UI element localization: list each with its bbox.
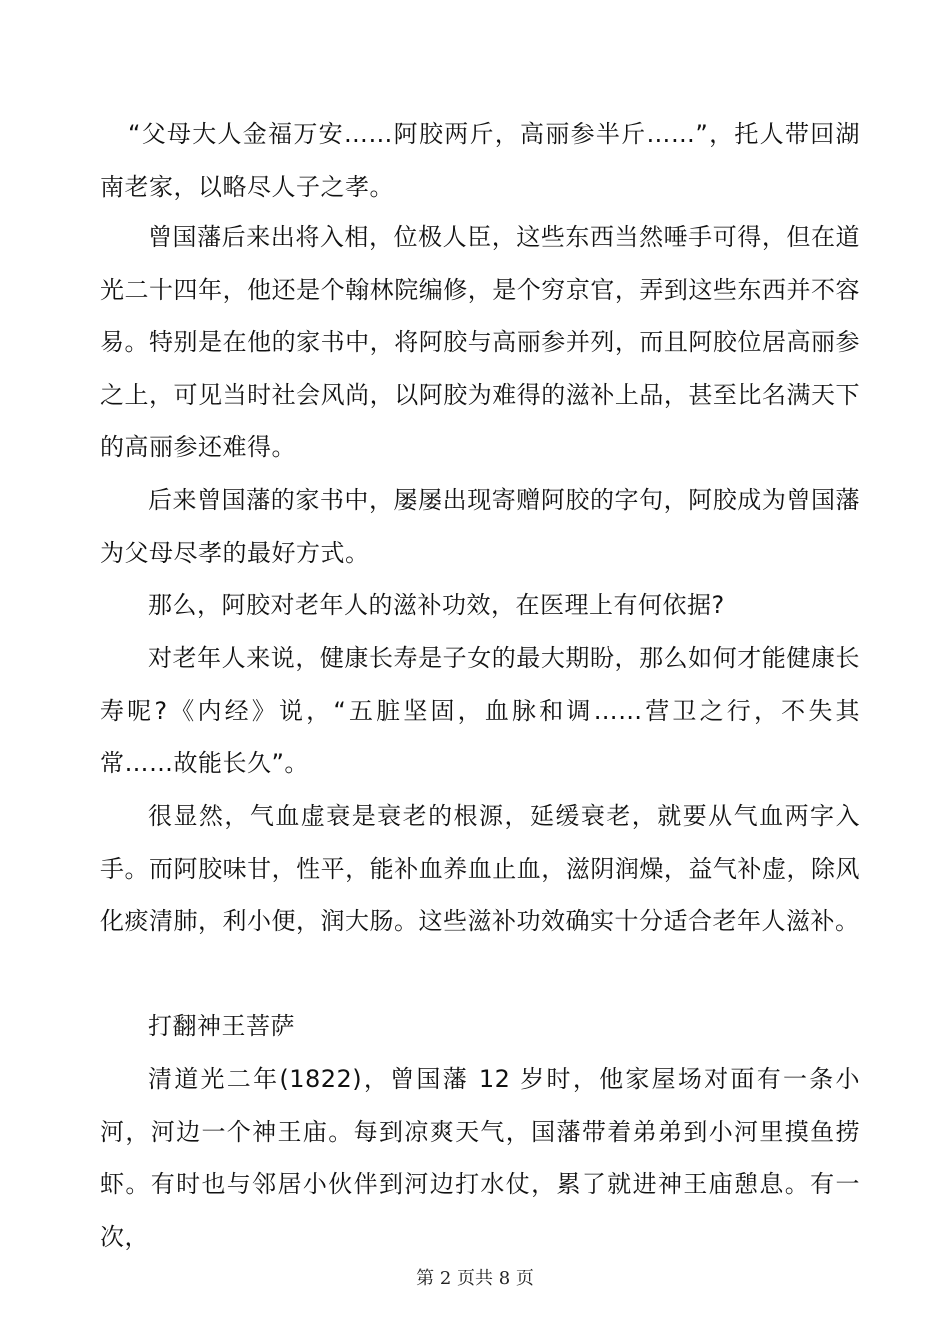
paragraph-2: 曾国藩后来出将入相，位极人臣，这些东西当然唾手可得，但在道光二十四年，他还是个翰林院编修，是个穷京官，弄到这些东西并不容易。特别是在他的家书中，将阿胶与高丽参并列，而且阿胶位居高丽参之上，可见当时社会风尚，以阿胶为难得的滋补上品，甚至比名满天下的高丽参还难得。 xyxy=(100,223,860,461)
paragraph-5: 对老年人来说，健康长寿是子女的最大期盼，那么如何才能健康长寿呢?《内经》说，“五脏坚固，血脉和调……营卫之行，不失其常……故能长久”。 xyxy=(100,644,860,777)
section-heading: 打翻神王菩萨 xyxy=(148,1012,295,1040)
paragraph-4: 那么，阿胶对老年人的滋补功效，在医理上有何依据? xyxy=(148,591,725,619)
paragraph-6: 很显然，气血虚衰是衰老的根源，延缓衰老，就要从气血两字入手。而阿胶味甘，性平，能补血养血止血，滋阴润燥，益气补虚，除风化痰清肺，利小便，润大肠。这些滋补功效确实十分适合老年人滋补。 xyxy=(100,802,860,935)
paragraph-3: 后来曾国藩的家书中，屡屡出现寄赠阿胶的字句，阿胶成为曾国藩为父母尽孝的最好方式。 xyxy=(100,486,860,567)
page-footer: 第 2 页共 8 页 xyxy=(416,1268,534,1289)
paragraph-1: “父母大人金福万安……阿胶两斤，高丽参半斤……”，托人带回湖南老家，以略尽人子之孝。 xyxy=(100,120,860,201)
paragraph-7: 清道光二年(1822)，曾国藩 12 岁时，他家屋场对面有一条小河，河边一个神王庙。每到凉爽天气，国藩带着弟弟到小河里摸鱼捞虾。有时也与邻居小伙伴到河边打水仗，累了就进神王庙憩息。有一次， xyxy=(100,1065,860,1251)
